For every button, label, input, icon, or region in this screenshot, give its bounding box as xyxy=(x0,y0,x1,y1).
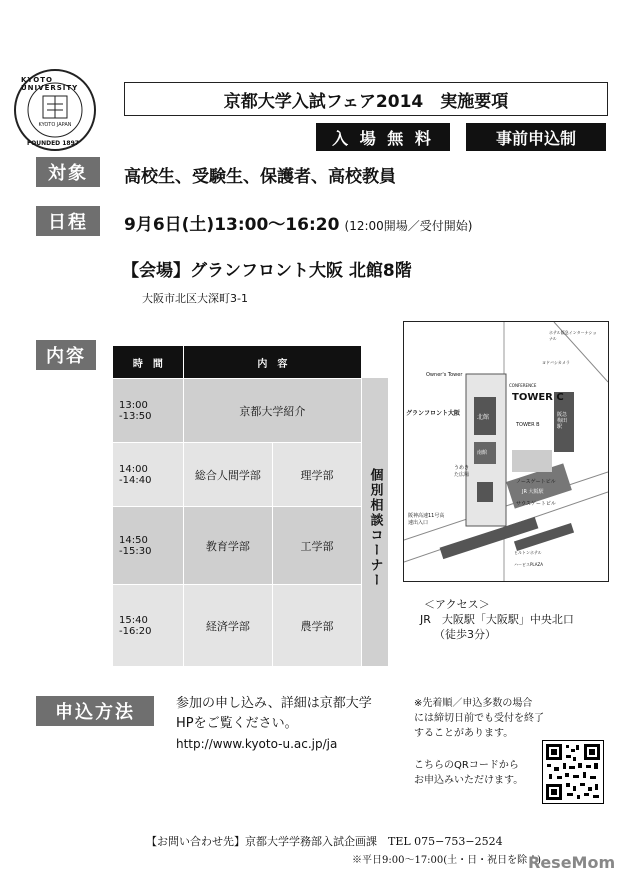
apply-line1: 参加の申し込み、詳細は京都大学 xyxy=(176,696,372,711)
schedule-note: (12:00開場／受付開始) xyxy=(344,219,473,233)
row-time: 13:00 -13:50 xyxy=(113,379,184,443)
apply-note-3: することがあります。 xyxy=(414,728,514,739)
row-time: 15:40 -16:20 xyxy=(113,585,184,667)
badge-free xyxy=(316,123,450,151)
row-content-a: 経済学部 xyxy=(183,585,272,667)
access-line1: JR 大阪駅「大阪駅」中央北口 xyxy=(420,613,574,626)
table-row xyxy=(113,443,362,507)
map-yodobashi: ヨドバシカメラ xyxy=(542,360,570,365)
apply-note xyxy=(414,696,544,741)
map-jr: JR 大阪駅 xyxy=(522,489,544,495)
consult-corner xyxy=(362,378,388,666)
map-owners-tower: Owner's Tower xyxy=(426,372,463,378)
label-target: 対象 xyxy=(36,157,100,187)
page-title: 京都大学入試フェア2014 実施要項 xyxy=(223,91,509,112)
map-hilton: ヒルトンホテル xyxy=(514,550,542,555)
map-south-gate: サウスゲートビル xyxy=(516,501,556,507)
row-content-a: 総合人間学部 xyxy=(183,443,272,507)
schedule-date xyxy=(124,210,472,235)
access-info xyxy=(420,597,574,642)
seal-top-text: KYOTO UNIVERSITY xyxy=(21,76,79,92)
contact-line: 【お問い合わせ先】京都大学学務部入試企画課 TEL 075−753−2524 xyxy=(146,835,503,848)
map-grand-front: グランフロント大阪 xyxy=(406,410,461,417)
svg-text:KYOTO JAPAN: KYOTO JAPAN xyxy=(38,122,72,128)
schedule-table xyxy=(112,345,362,667)
qr-note xyxy=(414,758,523,788)
access-map xyxy=(403,321,609,582)
map-herbis: ハービスPLAZA xyxy=(514,562,543,567)
col-content-header: 内 容 xyxy=(183,346,361,379)
map-hanshin: 阪神高速11号高速出入口 xyxy=(408,513,445,526)
map-minami: 南館 xyxy=(477,450,488,456)
target-text: 高校生、受験生、保護者、高校教員 xyxy=(124,167,396,187)
venue-name: 【会場】グランフロント大阪 北館8階 xyxy=(122,261,412,281)
row-content-a: 教育学部 xyxy=(183,507,272,585)
schedule-date-text: 9月6日(土)13:00〜16:20 xyxy=(124,215,340,235)
row-time: 14:00 -14:40 xyxy=(113,443,184,507)
row-content-b: 農学部 xyxy=(272,585,361,667)
map-hankyu: 阪急梅田駅 xyxy=(557,412,568,430)
map-towerc-small: CONFERENCE xyxy=(509,383,537,388)
map-towerc: TOWER C xyxy=(512,392,564,403)
col-time-header: 時 間 xyxy=(113,346,184,379)
map-tower-b: TOWER B xyxy=(516,422,540,428)
university-seal xyxy=(3,68,108,153)
row-content-b: 工学部 xyxy=(272,507,361,585)
badge-free-text: 入 場 無 料 xyxy=(332,128,434,148)
apply-note-1: ※先着順／申込多数の場合 xyxy=(414,698,533,709)
apply-note-2: には締切日前でも受付を終了 xyxy=(414,713,544,724)
brand-logo: ReseMom xyxy=(528,853,616,872)
apply-line2: HPをご覧ください。 xyxy=(176,716,298,731)
row-content: 京都大学紹介 xyxy=(183,379,361,443)
badge-reg-text: 事前申込制 xyxy=(495,128,576,148)
map-kita: 北館 xyxy=(477,414,490,421)
access-head: ＜アクセス＞ xyxy=(424,598,490,611)
label-contents: 内容 xyxy=(36,340,96,370)
badge-registration xyxy=(466,123,606,151)
map-umekita: うめきた広場 xyxy=(454,465,470,478)
qr-code[interactable] xyxy=(542,740,604,804)
row-content-b: 理学部 xyxy=(272,443,361,507)
access-line2: （徒歩3分） xyxy=(434,628,496,641)
qr-note-1: こちらのQRコードから xyxy=(414,760,519,771)
row-time: 14:50 -15:30 xyxy=(113,507,184,585)
label-apply: 申込方法 xyxy=(36,696,154,726)
apply-text xyxy=(176,694,372,754)
map-north-gate: ノースゲートビル xyxy=(516,479,556,485)
map-hotel: ホテル阪急インターナショナル xyxy=(549,330,597,341)
table-row xyxy=(113,379,362,443)
qr-note-2: お申込みいただけます。 xyxy=(414,775,524,786)
hours-line: ※平日9:00〜17:00(土・日・祝日を除く) xyxy=(352,855,542,866)
title-box xyxy=(124,82,608,116)
venue-address: 大阪市北区大深町3-1 xyxy=(142,292,248,305)
table-row xyxy=(113,585,362,667)
label-schedule: 日程 xyxy=(36,206,100,236)
seal-bottom-text: FOUNDED 1897 xyxy=(27,140,79,147)
consult-corner-text: 個別相談コーナー xyxy=(367,468,383,588)
table-row xyxy=(113,507,362,585)
apply-url[interactable]: http://www.kyoto-u.ac.jp/ja xyxy=(176,737,338,751)
